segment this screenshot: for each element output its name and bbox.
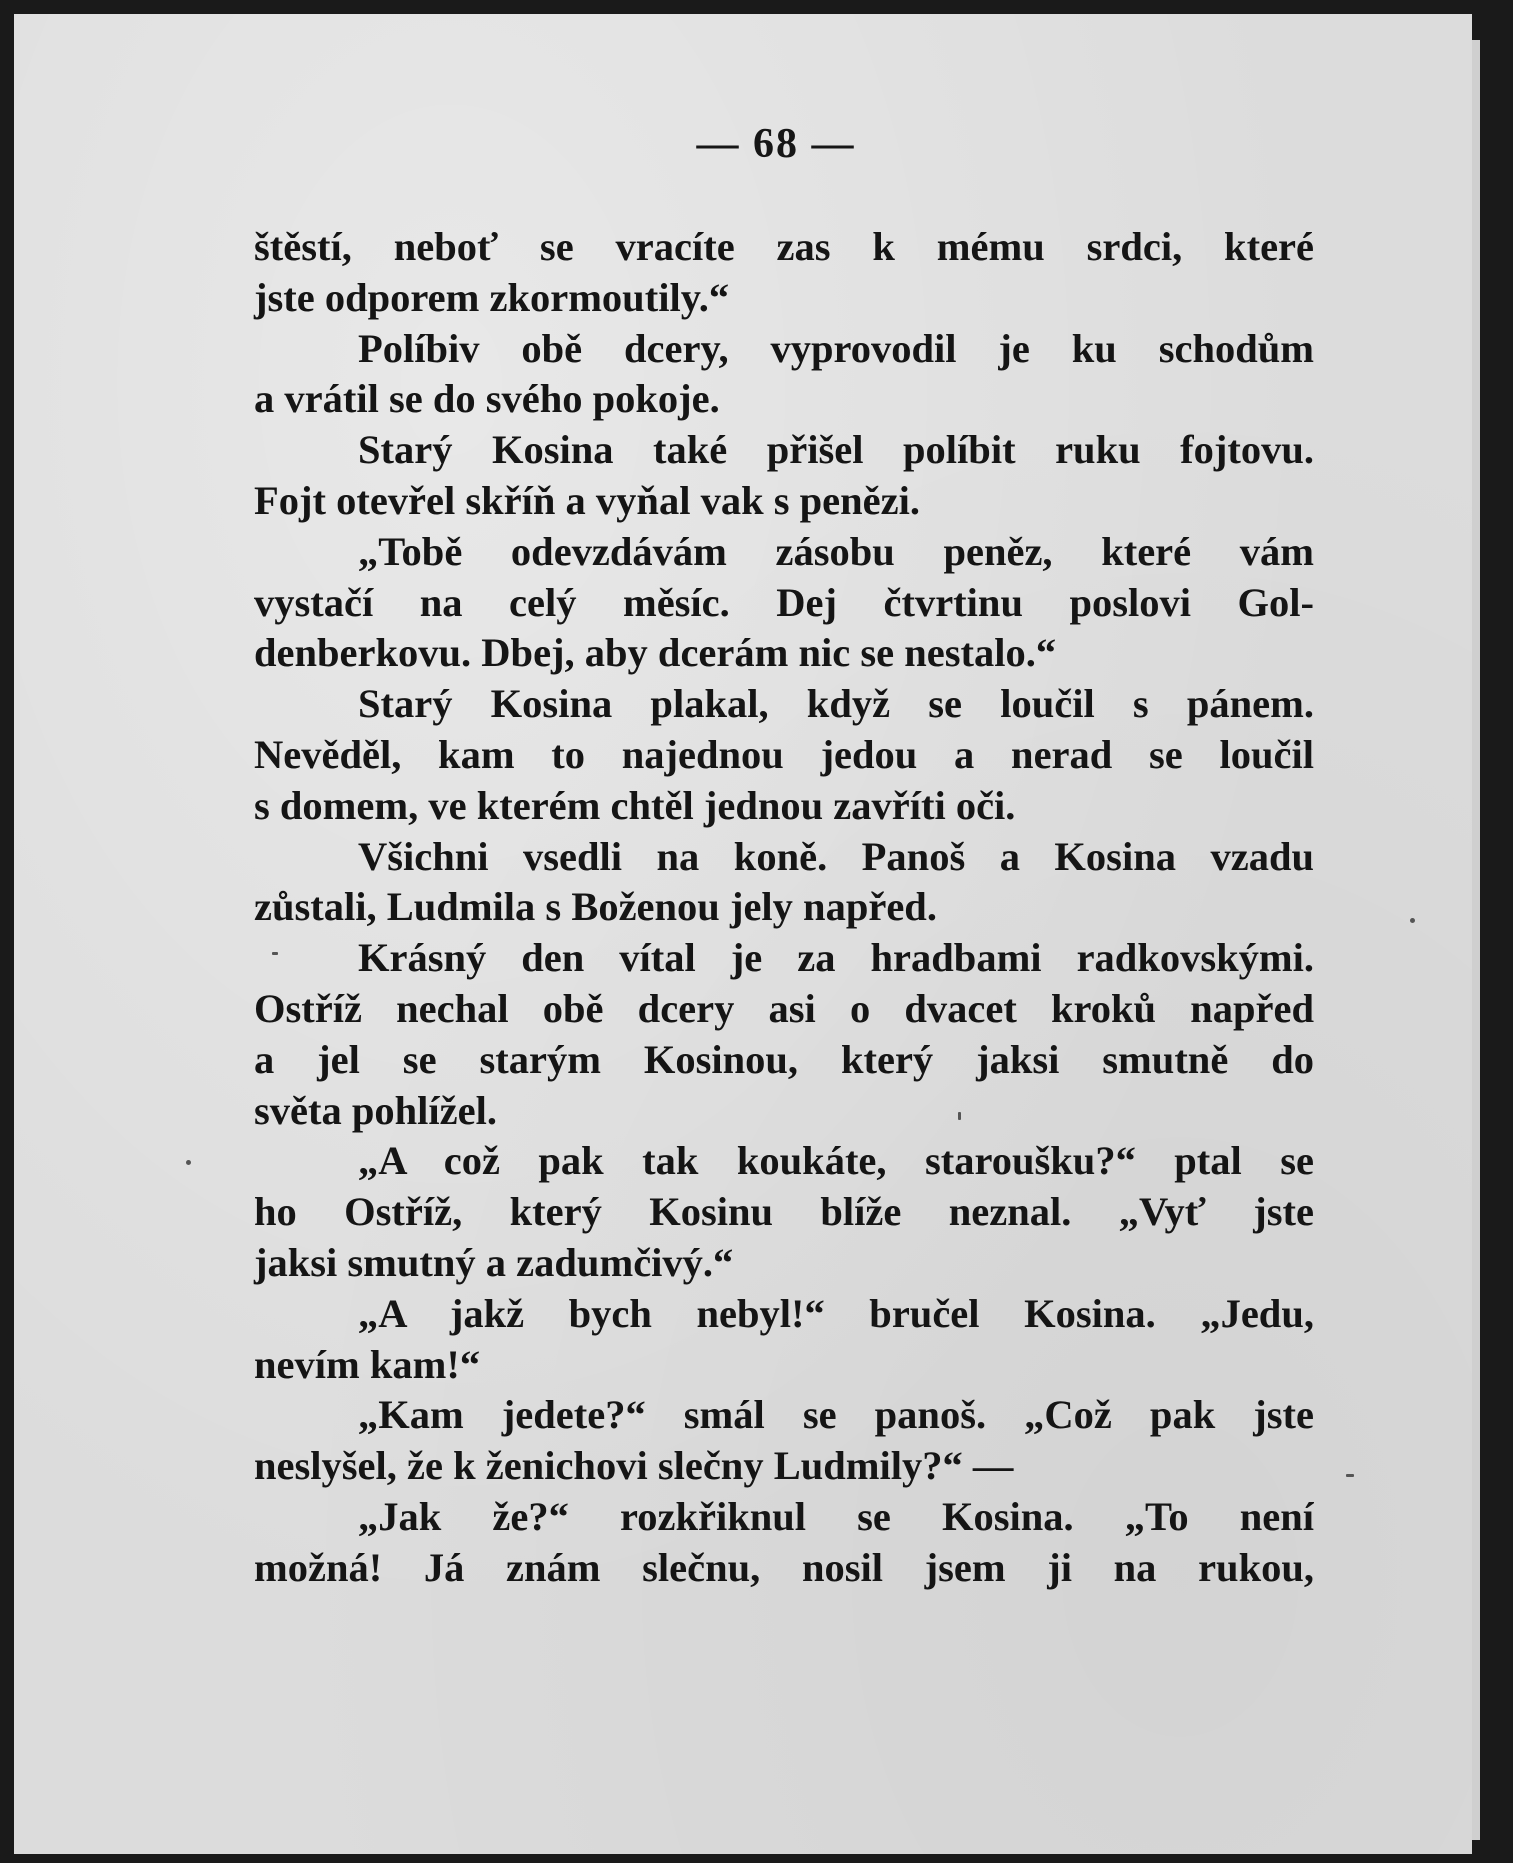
print-speck	[958, 1112, 961, 1120]
text-line: štěstí, neboť se vracíte zas k mému srdci, které	[254, 224, 1314, 269]
page-edge	[1472, 40, 1480, 1840]
text-line: jste odporem zkormoutily.“	[254, 274, 730, 320]
text-line: Starý Kosina také přišel políbit ruku fojtovu.	[358, 427, 1314, 473]
text-line: nevím kam!“	[254, 1341, 481, 1387]
text-line: Starý Kosina plakal, když se loučil s pánem.	[358, 681, 1314, 727]
text-line: Krásný den vítal je za hradbami radkovskými.	[358, 935, 1314, 981]
text-line: ho Ostříž, který Kosinu blíže neznal. „Vyť jste	[254, 1189, 1314, 1235]
text-line: Všichni vsedli na koně. Panoš a Kosina vzadu	[358, 833, 1314, 879]
text-line: vystačí na celý měsíc. Dej čtvrtinu poslovi Gol-	[254, 579, 1314, 625]
text-line: možná! Já znám slečnu, nosil jsem ji na rukou,	[254, 1544, 1314, 1590]
text-line: jaksi smutný a zadumčivý.“	[254, 1239, 734, 1285]
text-line: „A jakž bych nebyl!“ bručel Kosina. „Jedu,	[358, 1290, 1314, 1336]
text-line: s domem, ve kterém chtěl jednou zavříti oči.	[254, 782, 1016, 828]
text-line: „Jak že?“ rozkřiknul se Kosina. „To není	[358, 1493, 1314, 1539]
text-line: zůstali, Ludmila s Boženou jely napřed.	[254, 884, 937, 930]
body-text	[254, 222, 1314, 1594]
text-line: Nevěděl, kam to najednou jedou a nerad se loučil	[254, 731, 1314, 777]
text-line: „Tobě odevzdávám zásobu peněz, které vám	[358, 528, 1314, 574]
text-line: a jel se starým Kosinou, který jaksi smutně do	[254, 1036, 1314, 1082]
print-speck	[1410, 918, 1415, 923]
text-line: světa pohlížel.	[254, 1087, 497, 1133]
print-speck	[1346, 1474, 1354, 1477]
text-line: Fojt otevřel skříň a vyňal vak s penězi.	[254, 477, 920, 523]
text-line: Políbiv obě dcery, vyprovodil je ku schodům	[358, 325, 1314, 371]
text-line: denberkovu. Dbej, aby dcerám nic se nestalo.“	[254, 630, 1057, 676]
print-speck	[186, 1160, 191, 1165]
print-speck	[272, 952, 278, 955]
text-line: a vrátil se do svého pokoje.	[254, 376, 720, 422]
text-line: Ostříž nechal obě dcery asi o dvacet kroků napřed	[254, 985, 1314, 1031]
text-line: „A což pak tak koukáte, staroušku?“ ptal se	[358, 1138, 1314, 1184]
page-number: — 68 —	[696, 121, 856, 167]
text-line: neslyšel, že k ženichovi slečny Ludmily?“ —	[254, 1443, 1014, 1489]
text-line: „Kam jedete?“ smál se panoš. „Což pak jste	[358, 1392, 1314, 1438]
